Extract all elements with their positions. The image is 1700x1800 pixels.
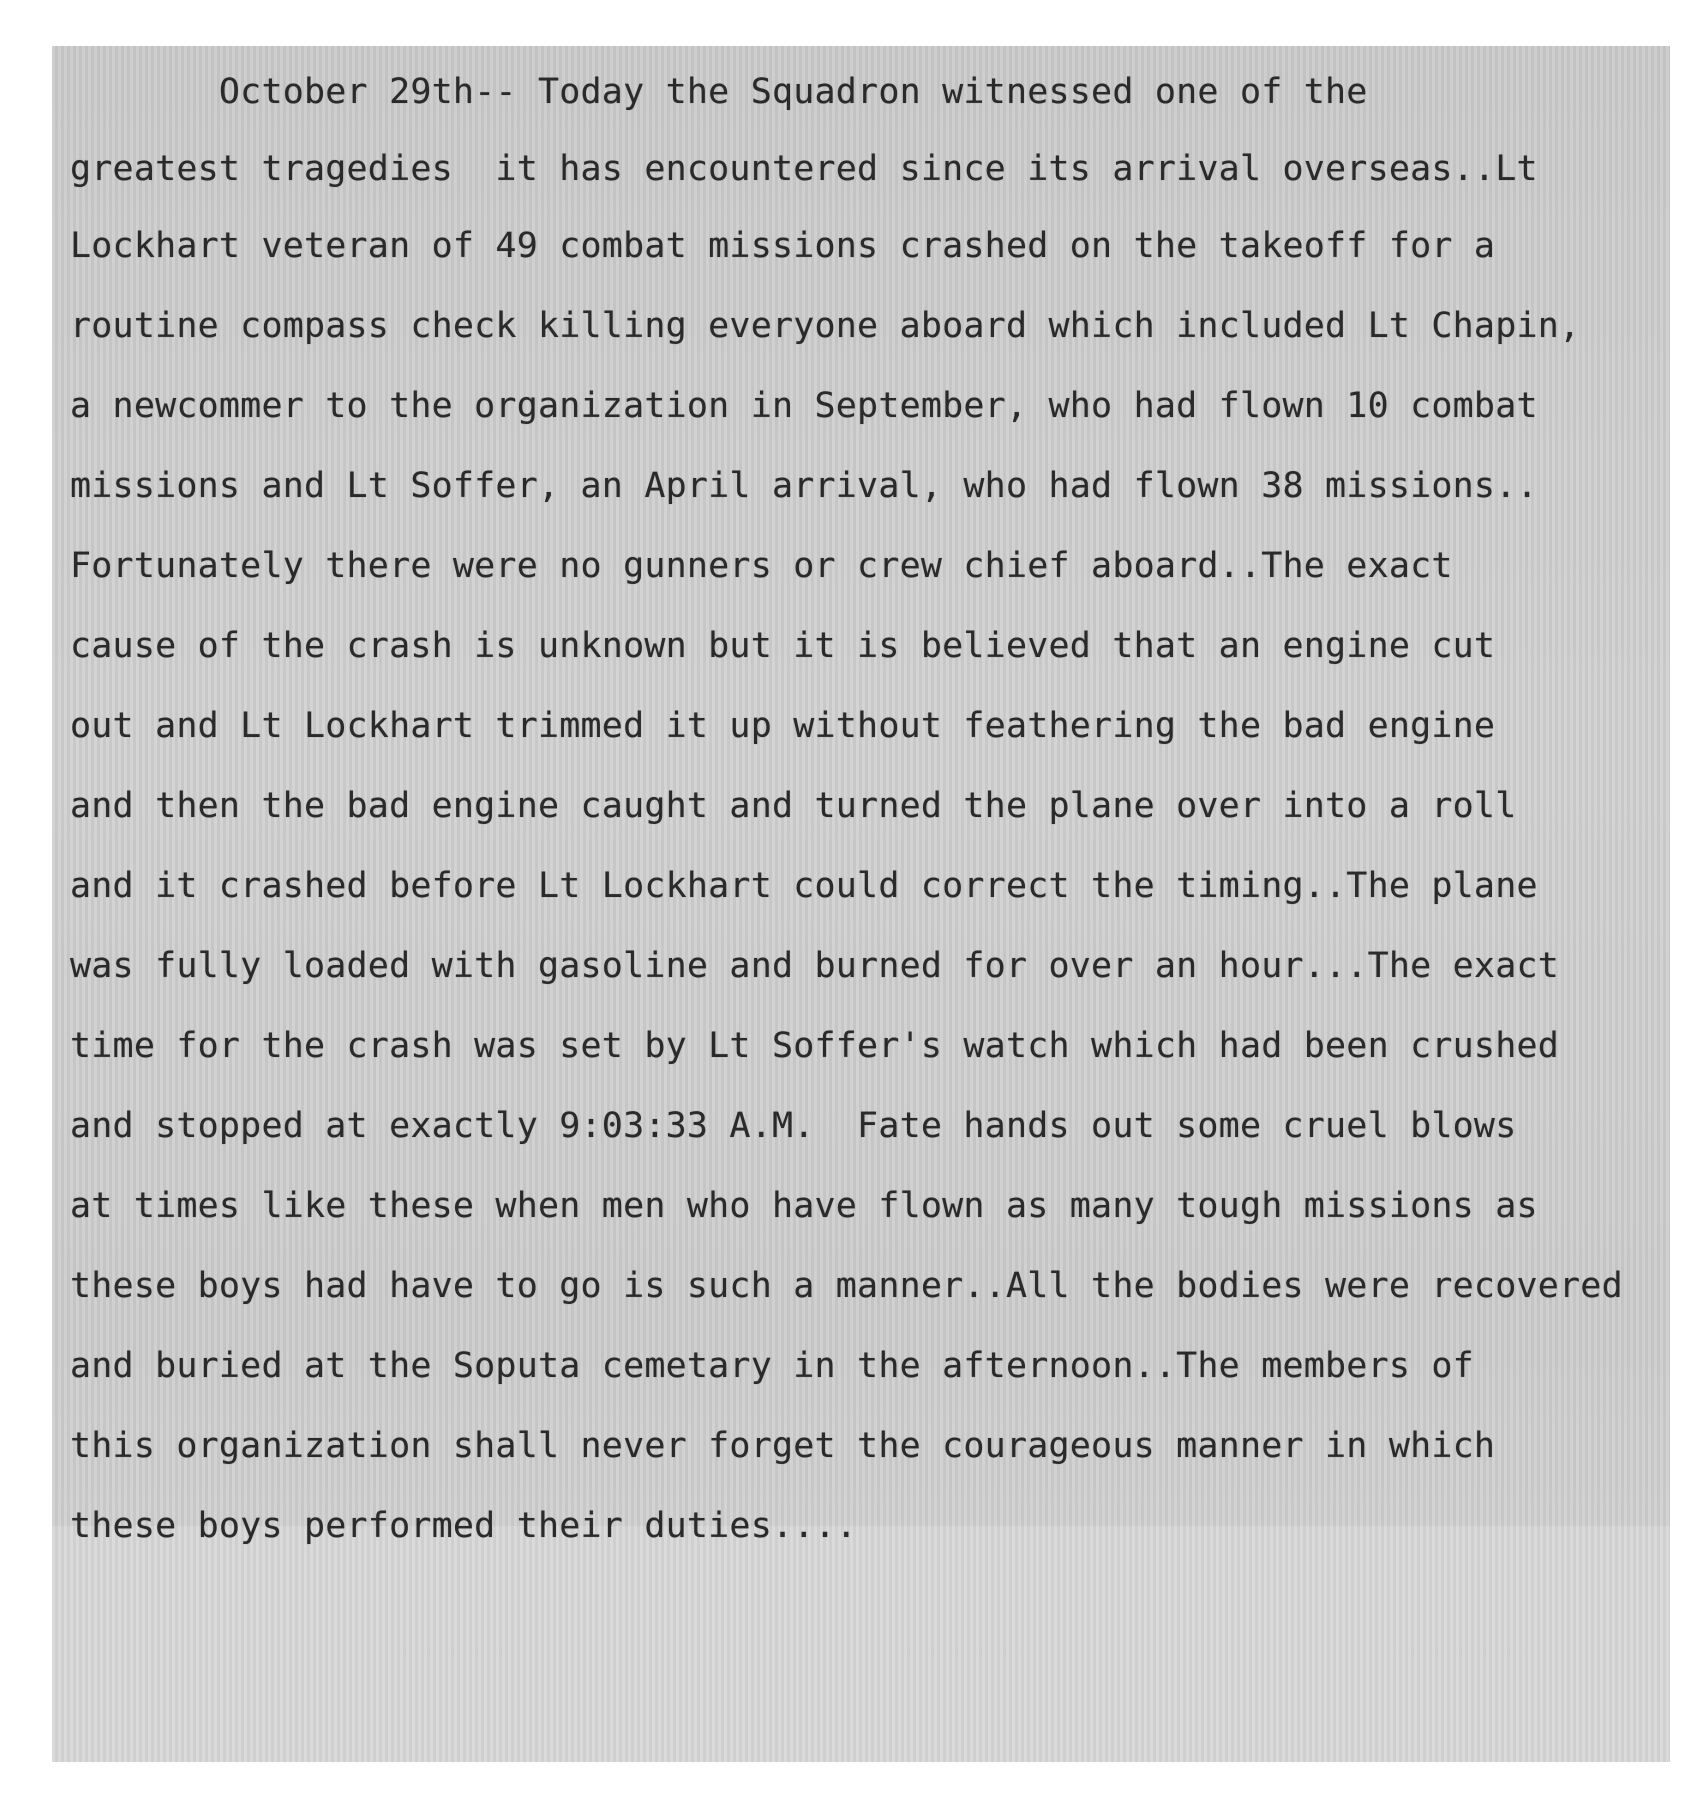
text-line: greatest tragedies it has encountered since its arrival overseas..Lt	[70, 149, 1538, 189]
text-line: and it crashed before Lt Lockhart could correct the timing..The plane	[70, 866, 1538, 906]
text-line: a newcommer to the organization in September, who had flown 10 combat	[70, 386, 1538, 426]
text-line: this organization shall never forget the courageous manner in which	[70, 1426, 1496, 1466]
text-line: at times like these when men who have flown as many tough missions as	[70, 1186, 1538, 1226]
text-line: was fully loaded with gasoline and burned for over an hour...The exact	[70, 946, 1560, 986]
text-line: and stopped at exactly 9:03:33 A.M. Fate hands out some cruel blows	[70, 1106, 1517, 1146]
text-line: these boys had have to go is such a manner..All the bodies were recovered	[70, 1266, 1623, 1306]
text-line: October 29th-- Today the Squadron witnessed one of the	[70, 72, 1368, 112]
text-line: Fortunately there were no gunners or crew chief aboard..The exact	[70, 546, 1453, 586]
text-line: time for the crash was set by Lt Soffer's watch which had been crushed	[70, 1026, 1560, 1066]
text-line: missions and Lt Soffer, an April arrival, who had flown 38 missions..	[70, 466, 1538, 506]
text-line: and then the bad engine caught and turned the plane over into a roll	[70, 786, 1517, 826]
text-line: cause of the crash is unknown but it is believed that an engine cut	[70, 626, 1496, 666]
text-line: and buried at the Soputa cemetary in the afternoon..The members of	[70, 1346, 1474, 1386]
text-line: out and Lt Lockhart trimmed it up without feathering the bad engine	[70, 706, 1496, 746]
text-line: routine compass check killing everyone aboard which included Lt Chapin,	[70, 306, 1581, 346]
text-line: Lockhart veteran of 49 combat missions crashed on the takeoff for a	[70, 226, 1496, 266]
typewritten-page	[52, 46, 1670, 1762]
page-lower-band	[52, 1526, 1670, 1762]
text-line: these boys performed their duties....	[70, 1506, 858, 1546]
